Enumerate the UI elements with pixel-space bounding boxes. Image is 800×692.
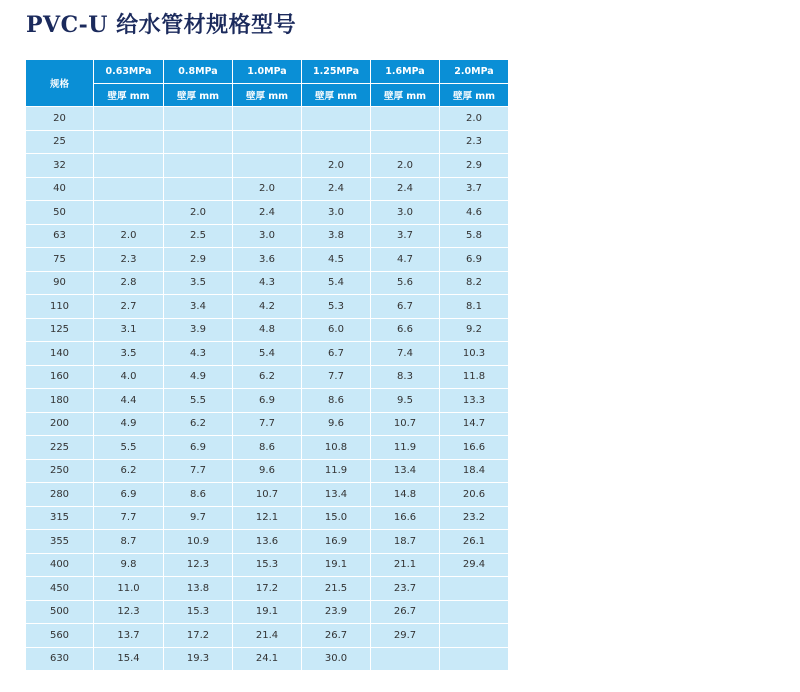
thickness-cell: 18.7 bbox=[371, 530, 440, 554]
thickness-cell: 7.7 bbox=[302, 365, 371, 389]
thickness-cell: 19.1 bbox=[302, 553, 371, 577]
thickness-cell: 4.3 bbox=[164, 342, 233, 366]
thickness-cell: 12.1 bbox=[233, 506, 302, 530]
thickness-cell: 15.3 bbox=[164, 600, 233, 624]
thickness-cell: 2.4 bbox=[371, 177, 440, 201]
thickness-cell: 21.4 bbox=[233, 624, 302, 648]
thickness-cell: 29.7 bbox=[371, 624, 440, 648]
thickness-cell: 11.9 bbox=[371, 436, 440, 460]
thickness-cell: 3.9 bbox=[164, 318, 233, 342]
thickness-header: 壁厚 mm bbox=[94, 83, 164, 107]
table-row bbox=[26, 389, 509, 413]
table-row bbox=[26, 647, 509, 671]
thickness-cell: 4.7 bbox=[371, 248, 440, 272]
pressure-header: 0.8MPa bbox=[164, 60, 233, 84]
pressure-header: 1.0MPa bbox=[233, 60, 302, 84]
thickness-cell: 3.0 bbox=[233, 224, 302, 248]
thickness-cell: 8.6 bbox=[164, 483, 233, 507]
thickness-cell: 3.6 bbox=[233, 248, 302, 272]
thickness-cell: 4.0 bbox=[94, 365, 164, 389]
thickness-cell: 3.4 bbox=[164, 295, 233, 319]
size-cell: 450 bbox=[26, 577, 94, 601]
thickness-cell bbox=[94, 130, 164, 154]
thickness-cell: 10.3 bbox=[440, 342, 509, 366]
size-cell: 315 bbox=[26, 506, 94, 530]
thickness-cell: 13.4 bbox=[302, 483, 371, 507]
pressure-header: 1.6MPa bbox=[371, 60, 440, 84]
size-cell: 110 bbox=[26, 295, 94, 319]
thickness-cell: 2.0 bbox=[302, 154, 371, 178]
thickness-cell: 6.9 bbox=[233, 389, 302, 413]
thickness-cell: 21.1 bbox=[371, 553, 440, 577]
thickness-cell bbox=[164, 154, 233, 178]
thickness-cell: 14.8 bbox=[371, 483, 440, 507]
thickness-cell: 8.2 bbox=[440, 271, 509, 295]
thickness-cell: 5.4 bbox=[302, 271, 371, 295]
thickness-cell: 17.2 bbox=[233, 577, 302, 601]
table-row bbox=[26, 318, 509, 342]
thickness-cell: 2.3 bbox=[440, 130, 509, 154]
pressure-header: 1.25MPa bbox=[302, 60, 371, 84]
thickness-cell: 7.7 bbox=[164, 459, 233, 483]
thickness-cell: 2.0 bbox=[94, 224, 164, 248]
thickness-cell: 3.5 bbox=[94, 342, 164, 366]
size-cell: 160 bbox=[26, 365, 94, 389]
thickness-cell bbox=[302, 107, 371, 131]
thickness-cell: 3.7 bbox=[371, 224, 440, 248]
page-title: PVC-U 给水管材规格型号 bbox=[26, 12, 297, 38]
thickness-cell: 9.7 bbox=[164, 506, 233, 530]
thickness-cell: 13.8 bbox=[164, 577, 233, 601]
thickness-cell: 13.4 bbox=[371, 459, 440, 483]
size-cell: 50 bbox=[26, 201, 94, 225]
thickness-cell: 10.9 bbox=[164, 530, 233, 554]
thickness-cell: 6.2 bbox=[164, 412, 233, 436]
thickness-cell bbox=[233, 130, 302, 154]
thickness-cell: 6.9 bbox=[440, 248, 509, 272]
thickness-cell: 16.6 bbox=[440, 436, 509, 460]
table-row bbox=[26, 624, 509, 648]
table-row bbox=[26, 342, 509, 366]
thickness-cell: 8.7 bbox=[94, 530, 164, 554]
thickness-cell: 16.6 bbox=[371, 506, 440, 530]
pressure-header: 0.63MPa bbox=[94, 60, 164, 84]
thickness-cell: 9.5 bbox=[371, 389, 440, 413]
thickness-cell: 19.3 bbox=[164, 647, 233, 671]
thickness-cell: 26.1 bbox=[440, 530, 509, 554]
table-row bbox=[26, 154, 509, 178]
size-cell: 630 bbox=[26, 647, 94, 671]
thickness-cell: 7.7 bbox=[94, 506, 164, 530]
size-cell: 280 bbox=[26, 483, 94, 507]
thickness-cell: 20.6 bbox=[440, 483, 509, 507]
thickness-cell: 8.3 bbox=[371, 365, 440, 389]
thickness-cell: 2.5 bbox=[164, 224, 233, 248]
thickness-cell: 23.9 bbox=[302, 600, 371, 624]
thickness-cell: 5.4 bbox=[233, 342, 302, 366]
thickness-cell bbox=[302, 130, 371, 154]
thickness-cell: 6.9 bbox=[164, 436, 233, 460]
thickness-cell: 3.5 bbox=[164, 271, 233, 295]
table-row bbox=[26, 553, 509, 577]
thickness-cell: 4.9 bbox=[164, 365, 233, 389]
thickness-cell: 26.7 bbox=[371, 600, 440, 624]
thickness-cell: 11.0 bbox=[94, 577, 164, 601]
thickness-cell: 13.3 bbox=[440, 389, 509, 413]
thickness-cell: 4.5 bbox=[302, 248, 371, 272]
size-cell: 90 bbox=[26, 271, 94, 295]
thickness-header: 壁厚 mm bbox=[371, 83, 440, 107]
size-cell: 20 bbox=[26, 107, 94, 131]
size-column-header: 规格 bbox=[26, 60, 94, 107]
thickness-cell bbox=[94, 177, 164, 201]
size-cell: 25 bbox=[26, 130, 94, 154]
size-cell: 63 bbox=[26, 224, 94, 248]
thickness-cell: 4.4 bbox=[94, 389, 164, 413]
thickness-cell bbox=[440, 577, 509, 601]
thickness-cell: 2.0 bbox=[440, 107, 509, 131]
thickness-cell: 8.6 bbox=[233, 436, 302, 460]
thickness-cell: 8.6 bbox=[302, 389, 371, 413]
thickness-cell: 2.7 bbox=[94, 295, 164, 319]
size-cell: 500 bbox=[26, 600, 94, 624]
thickness-cell: 5.3 bbox=[302, 295, 371, 319]
table-row bbox=[26, 224, 509, 248]
size-cell: 250 bbox=[26, 459, 94, 483]
thickness-cell: 3.1 bbox=[94, 318, 164, 342]
thickness-cell: 23.2 bbox=[440, 506, 509, 530]
table-row bbox=[26, 177, 509, 201]
thickness-cell: 17.2 bbox=[164, 624, 233, 648]
thickness-cell bbox=[371, 107, 440, 131]
thickness-header: 壁厚 mm bbox=[233, 83, 302, 107]
size-cell: 180 bbox=[26, 389, 94, 413]
thickness-cell bbox=[233, 154, 302, 178]
thickness-cell: 26.7 bbox=[302, 624, 371, 648]
thickness-cell: 6.2 bbox=[94, 459, 164, 483]
table-row bbox=[26, 483, 509, 507]
size-cell: 225 bbox=[26, 436, 94, 460]
thickness-cell: 19.1 bbox=[233, 600, 302, 624]
table-row bbox=[26, 107, 509, 131]
size-cell: 140 bbox=[26, 342, 94, 366]
thickness-cell: 2.0 bbox=[164, 201, 233, 225]
table-row bbox=[26, 412, 509, 436]
size-cell: 355 bbox=[26, 530, 94, 554]
thickness-cell: 12.3 bbox=[94, 600, 164, 624]
thickness-cell: 24.1 bbox=[233, 647, 302, 671]
thickness-header-row bbox=[26, 83, 509, 107]
table-body bbox=[26, 107, 509, 671]
thickness-cell: 3.8 bbox=[302, 224, 371, 248]
size-cell: 32 bbox=[26, 154, 94, 178]
thickness-header: 壁厚 mm bbox=[302, 83, 371, 107]
thickness-cell: 2.0 bbox=[371, 154, 440, 178]
thickness-cell: 4.3 bbox=[233, 271, 302, 295]
size-cell: 200 bbox=[26, 412, 94, 436]
size-cell: 560 bbox=[26, 624, 94, 648]
thickness-cell bbox=[440, 600, 509, 624]
thickness-cell: 15.3 bbox=[233, 553, 302, 577]
thickness-cell bbox=[94, 201, 164, 225]
thickness-cell: 6.9 bbox=[94, 483, 164, 507]
thickness-cell: 15.4 bbox=[94, 647, 164, 671]
thickness-cell: 14.7 bbox=[440, 412, 509, 436]
table-row bbox=[26, 459, 509, 483]
thickness-cell bbox=[94, 154, 164, 178]
thickness-cell: 30.0 bbox=[302, 647, 371, 671]
thickness-cell: 8.1 bbox=[440, 295, 509, 319]
thickness-cell: 7.4 bbox=[371, 342, 440, 366]
thickness-cell: 4.2 bbox=[233, 295, 302, 319]
thickness-cell bbox=[164, 130, 233, 154]
thickness-cell: 13.7 bbox=[94, 624, 164, 648]
thickness-cell bbox=[164, 177, 233, 201]
thickness-cell: 16.9 bbox=[302, 530, 371, 554]
thickness-cell: 5.5 bbox=[94, 436, 164, 460]
thickness-header: 壁厚 mm bbox=[440, 83, 509, 107]
thickness-cell: 6.6 bbox=[371, 318, 440, 342]
thickness-header: 壁厚 mm bbox=[164, 83, 233, 107]
thickness-cell: 2.3 bbox=[94, 248, 164, 272]
thickness-cell: 4.9 bbox=[94, 412, 164, 436]
thickness-cell: 15.0 bbox=[302, 506, 371, 530]
thickness-cell bbox=[440, 647, 509, 671]
size-cell: 400 bbox=[26, 553, 94, 577]
thickness-cell: 7.7 bbox=[233, 412, 302, 436]
table-row bbox=[26, 600, 509, 624]
thickness-cell: 9.2 bbox=[440, 318, 509, 342]
thickness-cell: 2.4 bbox=[302, 177, 371, 201]
thickness-cell: 3.0 bbox=[371, 201, 440, 225]
table-row bbox=[26, 248, 509, 272]
size-cell: 75 bbox=[26, 248, 94, 272]
pressure-header: 2.0MPa bbox=[440, 60, 509, 84]
thickness-cell: 21.5 bbox=[302, 577, 371, 601]
thickness-cell: 29.4 bbox=[440, 553, 509, 577]
thickness-cell: 3.7 bbox=[440, 177, 509, 201]
thickness-cell: 2.8 bbox=[94, 271, 164, 295]
size-cell: 125 bbox=[26, 318, 94, 342]
thickness-cell: 18.4 bbox=[440, 459, 509, 483]
thickness-cell: 11.8 bbox=[440, 365, 509, 389]
size-cell: 40 bbox=[26, 177, 94, 201]
thickness-cell: 6.0 bbox=[302, 318, 371, 342]
thickness-cell: 2.9 bbox=[164, 248, 233, 272]
thickness-cell: 6.7 bbox=[302, 342, 371, 366]
table-row bbox=[26, 201, 509, 225]
thickness-cell bbox=[94, 107, 164, 131]
table-row bbox=[26, 271, 509, 295]
table-row bbox=[26, 530, 509, 554]
thickness-cell: 2.4 bbox=[233, 201, 302, 225]
thickness-cell: 3.0 bbox=[302, 201, 371, 225]
thickness-cell: 2.9 bbox=[440, 154, 509, 178]
thickness-cell bbox=[440, 624, 509, 648]
pipe-spec-table bbox=[25, 59, 509, 671]
thickness-cell: 9.6 bbox=[302, 412, 371, 436]
pressure-header-row bbox=[26, 60, 509, 84]
table-row bbox=[26, 130, 509, 154]
thickness-cell: 6.7 bbox=[371, 295, 440, 319]
thickness-cell: 11.9 bbox=[302, 459, 371, 483]
table-row bbox=[26, 295, 509, 319]
thickness-cell bbox=[371, 130, 440, 154]
thickness-cell: 12.3 bbox=[164, 553, 233, 577]
thickness-cell: 10.8 bbox=[302, 436, 371, 460]
table-row bbox=[26, 436, 509, 460]
table-row bbox=[26, 365, 509, 389]
thickness-cell bbox=[164, 107, 233, 131]
thickness-cell: 5.5 bbox=[164, 389, 233, 413]
thickness-cell bbox=[371, 647, 440, 671]
table-row bbox=[26, 506, 509, 530]
thickness-cell: 4.8 bbox=[233, 318, 302, 342]
thickness-cell: 10.7 bbox=[233, 483, 302, 507]
table-row bbox=[26, 577, 509, 601]
thickness-cell bbox=[233, 107, 302, 131]
thickness-cell: 9.6 bbox=[233, 459, 302, 483]
thickness-cell: 6.2 bbox=[233, 365, 302, 389]
thickness-cell: 23.7 bbox=[371, 577, 440, 601]
thickness-cell: 5.8 bbox=[440, 224, 509, 248]
thickness-cell: 4.6 bbox=[440, 201, 509, 225]
thickness-cell: 10.7 bbox=[371, 412, 440, 436]
thickness-cell: 9.8 bbox=[94, 553, 164, 577]
thickness-cell: 13.6 bbox=[233, 530, 302, 554]
thickness-cell: 5.6 bbox=[371, 271, 440, 295]
thickness-cell: 2.0 bbox=[233, 177, 302, 201]
